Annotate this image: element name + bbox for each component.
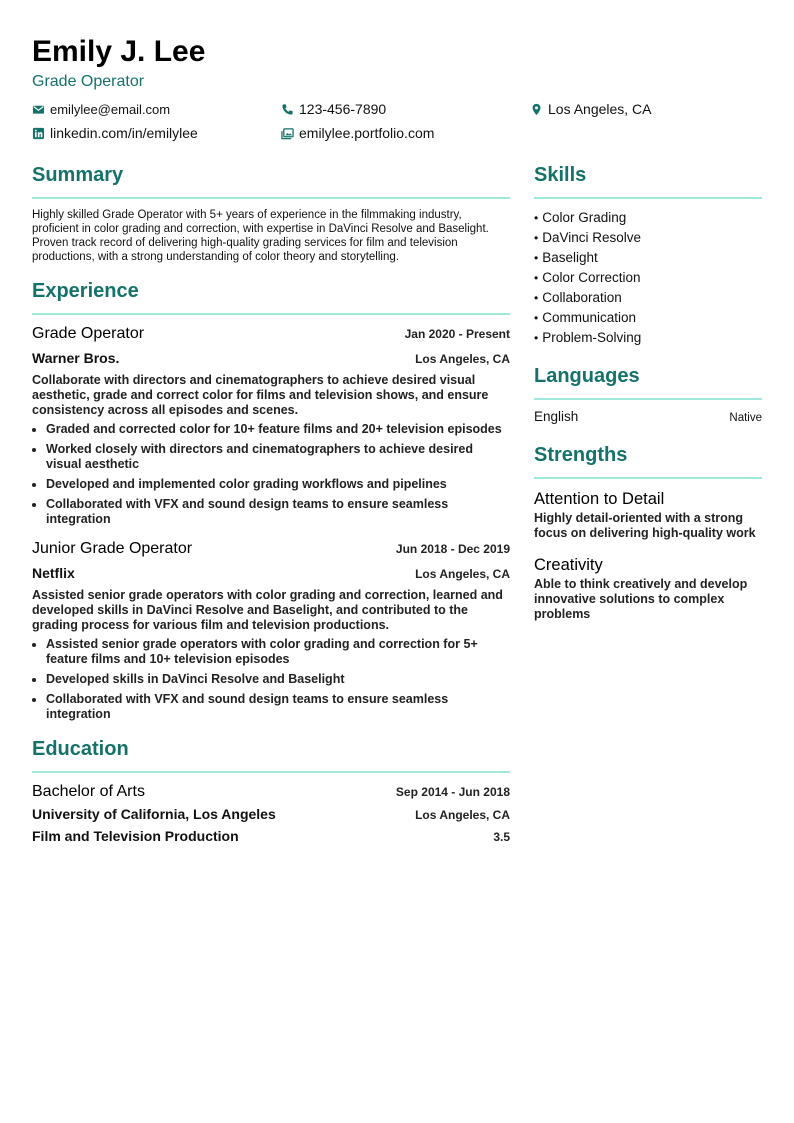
job-description: Assisted senior grade operators with color grading and correction, learned and developed skills in DaVinci Resolve and Baselight, and contributed to the grading process for various film and television productions. <box>32 588 503 632</box>
skill-label: DaVinci Resolve <box>542 230 642 245</box>
job-dates: Jun 2018 - Dec 2019 <box>395 542 510 556</box>
contact-email[interactable] <box>32 100 281 119</box>
skill-label: Communication <box>542 310 636 325</box>
experience-heading: Experience <box>32 278 510 315</box>
linkedin-icon <box>32 127 45 140</box>
strength-title: Creativity <box>534 556 603 574</box>
main-column <box>32 162 510 847</box>
skill-item: • Color Correction <box>534 270 641 285</box>
side-column <box>534 162 762 847</box>
job-entry <box>32 539 510 722</box>
language-name: English <box>534 409 579 424</box>
job-bullet: • Collaborated with VFX and sound design teams to ensure seamless integration <box>46 497 510 527</box>
job-company: Warner Bros. <box>32 350 120 366</box>
skills-section <box>534 162 762 348</box>
education-heading: Education <box>32 736 510 773</box>
job-role: Grade Operator <box>32 325 145 342</box>
skills-heading: Skills <box>534 162 762 199</box>
education-section <box>32 736 510 847</box>
location-pin-icon <box>530 103 543 116</box>
education-gpa: 3.5 <box>493 830 510 844</box>
resume-columns <box>32 162 762 847</box>
job-bullets <box>32 422 510 527</box>
skill-item: • Baselight <box>534 250 598 265</box>
strengths-heading: Strengths <box>534 442 762 479</box>
skill-label: Color Correction <box>542 270 641 285</box>
strength-description: Highly detail-oriented with a strong focus on delivering high-quality work <box>534 511 756 540</box>
contact-location <box>530 100 762 119</box>
strength-title: Attention to Detail <box>534 490 665 508</box>
candidate-name: Emily J. Lee <box>32 35 206 68</box>
skill-label: Problem-Solving <box>542 330 642 345</box>
strengths-section <box>534 442 762 622</box>
job-role: Junior Grade Operator <box>32 540 193 557</box>
skill-item: • Communication <box>534 310 636 325</box>
language-level: Native <box>729 412 762 424</box>
languages-heading: Languages <box>534 363 762 400</box>
job-location: Los Angeles, CA <box>415 567 510 581</box>
email-icon <box>32 103 45 116</box>
job-location: Los Angeles, CA <box>415 352 510 366</box>
email-text: emilylee@email.com <box>50 102 171 117</box>
summary-heading: Summary <box>32 162 510 199</box>
job-bullet: • Worked closely with directors and cinematographers to achieve desired visual aesthetic <box>46 442 510 472</box>
location-text: Los Angeles, CA <box>548 101 652 117</box>
job-bullet: • Assisted senior grade operators with color grading and correction for 5+ feature films and 10+ television episodes <box>46 637 510 667</box>
education-entry <box>32 781 510 847</box>
job-bullet: • Graded and corrected color for 10+ feature films and 20+ television episodes <box>46 422 510 437</box>
strength-item <box>534 488 762 541</box>
portfolio-text: emilylee.portfolio.com <box>299 125 435 141</box>
experience-section <box>32 278 510 722</box>
phone-text: 123-456-7890 <box>299 101 387 117</box>
education-dates: Sep 2014 - Jun 2018 <box>395 785 510 799</box>
job-bullet: • Developed and implemented color grading workflows and pipelines <box>46 477 510 492</box>
summary-text: Highly skilled Grade Operator with 5+ years of experience in the filmmaking industry, proficient in color grading and correction, with expertise in DaVinci Resolve and Baselight. Proven track record of delivering high-quality grading services for film and television productions, with a strong understanding of color theory and storytelling. <box>32 209 489 263</box>
skills-list <box>534 208 762 348</box>
job-company: Netflix <box>32 565 75 581</box>
skill-item: • DaVinci Resolve <box>534 230 642 245</box>
job-entry <box>32 324 510 527</box>
contact-block <box>32 100 762 143</box>
job-bullet: • Collaborated with VFX and sound design teams to ensure seamless integration <box>46 692 510 722</box>
strength-description: Able to think creatively and develop innovative solutions to complex problems <box>534 577 748 621</box>
language-item <box>534 409 762 424</box>
job-dates: Jan 2020 - Present <box>404 327 510 341</box>
phone-icon <box>281 103 294 116</box>
contact-linkedin[interactable] <box>32 124 281 143</box>
skill-label: Color Grading <box>542 210 627 225</box>
skill-label: Collaboration <box>542 290 622 305</box>
strength-item <box>534 554 762 622</box>
job-description: Collaborate with directors and cinematographers to achieve desired visual aesthetic, grade and correct color for films and television shows, and ensure consistency across all episodes and scenes. <box>32 373 489 417</box>
skill-item: • Problem-Solving <box>534 330 642 345</box>
linkedin-text: linkedin.com/in/emilylee <box>50 125 198 141</box>
skill-item: • Color Grading <box>534 210 627 225</box>
job-bullets <box>32 637 510 722</box>
portfolio-image-icon <box>281 127 294 140</box>
education-field: Film and Television Production <box>32 828 239 844</box>
education-location: Los Angeles, CA <box>415 808 510 822</box>
job-bullet: • Developed skills in DaVinci Resolve and Baselight <box>46 672 510 687</box>
candidate-title: Grade Operator <box>32 73 145 90</box>
education-school: University of California, Los Angeles <box>32 806 276 822</box>
languages-section <box>534 363 762 424</box>
contact-portfolio[interactable] <box>281 124 530 143</box>
summary-section <box>32 162 510 264</box>
contact-phone[interactable] <box>281 100 530 119</box>
skill-item: • Collaboration <box>534 290 622 305</box>
skill-label: Baselight <box>542 250 598 265</box>
education-degree: Bachelor of Arts <box>32 783 145 800</box>
